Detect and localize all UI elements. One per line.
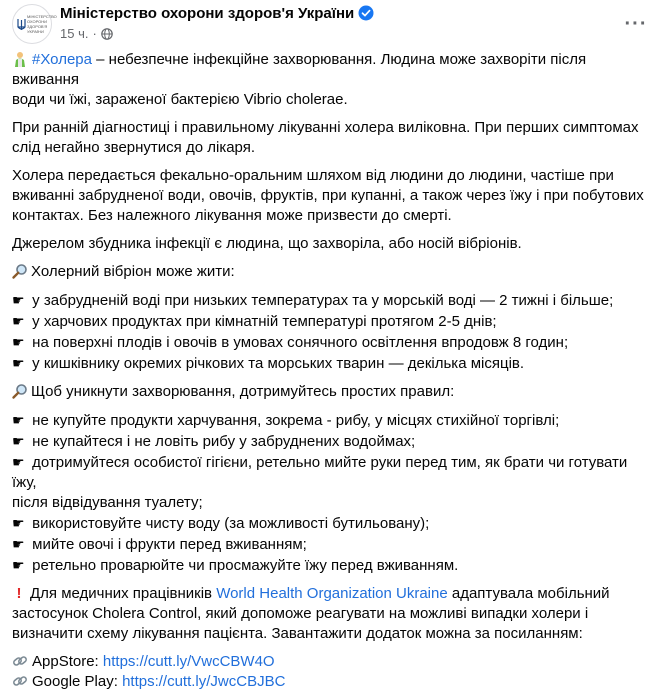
appstore-row	[12, 652, 652, 672]
diagnosis-line-2: слід негайно звернутися до лікаря.	[12, 139, 256, 156]
pointing-hand-icon: ☛	[12, 536, 25, 552]
source-line: Джерелом збудника інфекції є людина, що захворіла, або носій вібріонів.	[12, 235, 522, 252]
app-text-2: застосунок Cholera Control, який допоможе реагувати на можливі випадки холери і	[12, 605, 589, 622]
pointing-hand-icon: ☛	[12, 334, 25, 350]
diagnosis-line-1: При ранній діагностиці і правильному лікуванні холера виліковна. При перших симптомах	[12, 119, 639, 136]
post-header	[12, 4, 660, 44]
survival-section	[12, 262, 652, 282]
paragraph-intro	[12, 50, 652, 110]
list-item-text: не купуйте продукти харчування, зокрема - рибу, у місцях стихійної торгівлі;	[32, 412, 560, 429]
app-text-1b: адаптувала мобільний	[447, 585, 610, 602]
paragraph-transmission	[12, 166, 652, 226]
meta-separator: ·	[92, 26, 97, 41]
list-item-text: мийте овочі і фрукти перед вживанням;	[32, 536, 307, 553]
paragraph-diagnosis	[12, 118, 652, 158]
page-name-link[interactable]: Міністерство охорони здоров'я України	[60, 5, 355, 22]
list-item-continuation: після відвідування туалету;	[12, 494, 203, 511]
pointing-hand-icon: ☛	[12, 454, 25, 470]
list-item-text: не купайтеся і не ловіть рибу у забруднених водоймах;	[32, 433, 416, 450]
app-text-1a: Для медичних працівників	[30, 585, 217, 602]
survival-heading: Холерний вібріон може жити:	[31, 263, 235, 280]
trident-icon	[17, 18, 26, 32]
list-item	[12, 534, 652, 555]
list-item	[12, 431, 652, 452]
more-options-button[interactable]: ···	[624, 12, 648, 35]
download-links	[12, 652, 652, 692]
post-body	[12, 50, 652, 692]
survival-list	[12, 290, 652, 374]
pointing-hand-icon: ☛	[12, 292, 25, 308]
list-item	[12, 513, 652, 534]
pointing-hand-icon: ☛	[12, 412, 25, 428]
verified-badge-icon	[358, 5, 374, 21]
intro-text-1: – небезпечне інфекційне захворювання. Людина може захворіти після вживання	[12, 51, 587, 88]
who-ukraine-link[interactable]: World Health Organization Ukraine	[216, 585, 448, 602]
list-item-text: використовуйте чисту воду (за можливості бутильовану);	[32, 515, 430, 532]
pointing-hand-icon: ☛	[12, 355, 25, 371]
list-item-text: у кишківнику окремих річкових та морських тварин — декілька місяців.	[32, 355, 525, 372]
list-item	[12, 311, 652, 332]
list-item	[12, 353, 652, 374]
rules-list	[12, 410, 652, 576]
transmission-line-2: вживанні забрудненої води, овочів, фруктів, при купанні, а також через їжу і при побутових	[12, 187, 644, 204]
list-item	[12, 452, 652, 493]
magnifying-glass-icon	[12, 383, 28, 399]
transmission-line-1: Холера передається фекально-оральним шляхом від людини до людини, частіше при	[12, 167, 614, 184]
page-name-row	[60, 5, 374, 22]
post-time[interactable]: 15 ч.	[60, 26, 89, 41]
list-item-text: ретельно проварюйте чи просмажуйте їжу перед вживанням.	[32, 557, 459, 574]
rules-section	[12, 382, 652, 402]
pointing-hand-icon: ☛	[12, 557, 25, 573]
list-item-text: у харчових продуктах при кімнатній температурі протягом 2-5 днів;	[32, 313, 497, 330]
list-item-text: на поверхні плодів і овочів в умовах сонячного освітлення впродовж 8 годин;	[32, 334, 569, 351]
page-avatar[interactable]	[12, 4, 57, 44]
red-exclamation-icon: !	[16, 585, 22, 602]
google-play-label: Google Play:	[32, 673, 123, 690]
list-item	[12, 410, 652, 431]
appstore-link[interactable]: https://cutt.ly/VwcCBW4O	[102, 653, 275, 670]
post-meta	[60, 26, 113, 41]
link-icon	[12, 653, 28, 669]
intro-text-2: води чи їжі, зараженої бактерією Vibrio cholerae.	[12, 91, 348, 108]
paragraph-source	[12, 234, 652, 254]
pointing-hand-icon: ☛	[12, 515, 25, 531]
google-play-link[interactable]: https://cutt.ly/JwcCBJBC	[122, 673, 286, 690]
list-item	[12, 555, 652, 576]
google-play-row	[12, 672, 652, 692]
person-emoji-icon	[12, 51, 28, 67]
logo-text: МІНІСТЕРСТВО ОХОРОНИ ЗДОРОВ'Я УКРАЇНИ	[27, 14, 57, 34]
link-icon	[12, 673, 28, 689]
globe-icon[interactable]	[101, 28, 113, 40]
rules-heading: Щоб уникнути захворювання, дотримуйтесь простих правил:	[31, 383, 455, 400]
magnifying-glass-icon	[12, 263, 28, 279]
hashtag-link[interactable]: #Холера	[32, 51, 92, 68]
list-item	[12, 290, 652, 311]
list-item	[12, 332, 652, 353]
paragraph-app	[12, 584, 652, 644]
transmission-line-3: контактах. Без належного лікування може призвести до смерті.	[12, 207, 452, 224]
list-item-text: у забрудненій воді при низьких температурах та у морській воді — 2 тижні і більше;	[32, 292, 614, 309]
list-item-text: дотримуйтеся особистої гігієни, ретельно мийте руки перед тим, як брати чи готувати їжу,	[12, 454, 628, 491]
app-text-3: визначити схему лікування пацієнта. Завантажити додаток можна за посиланням:	[12, 625, 583, 642]
appstore-label: AppStore:	[32, 653, 103, 670]
pointing-hand-icon: ☛	[12, 313, 25, 329]
pointing-hand-icon: ☛	[12, 433, 25, 449]
